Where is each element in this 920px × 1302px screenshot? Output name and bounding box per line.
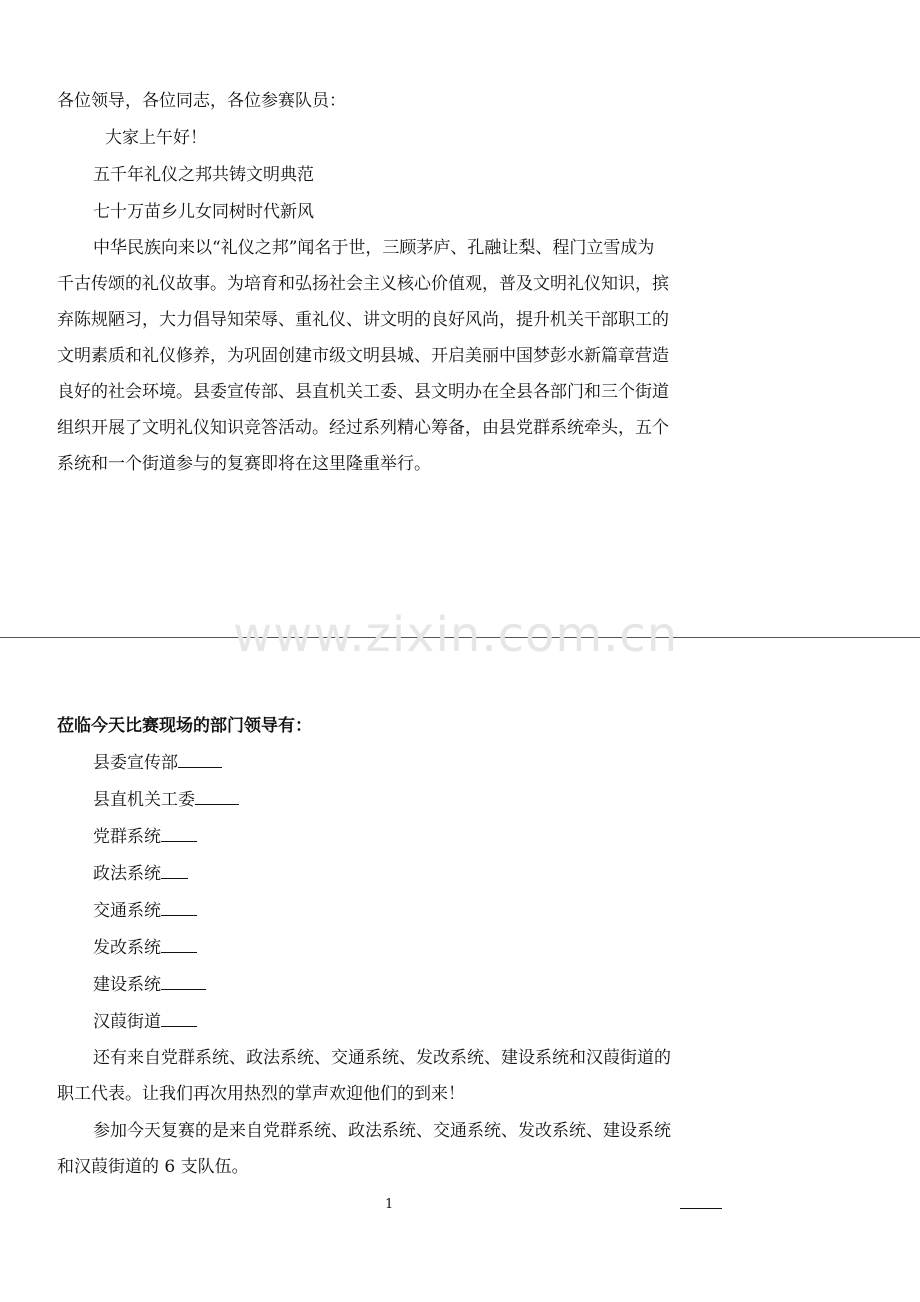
department-item bbox=[93, 974, 206, 996]
watermark: www.zixin.com.cn bbox=[233, 607, 679, 663]
greeting-hello: 大家上午好！ bbox=[105, 128, 207, 148]
teams-line: 参加今天复赛的是来自党群系统、政法系统、交通系统、发改系统、建设系统 bbox=[93, 1121, 671, 1141]
name-blank bbox=[178, 752, 222, 768]
department-name: 县委宣传部 bbox=[93, 753, 178, 773]
intro-line: 系统和一个街道参与的复赛即将在这里隆重举行。 bbox=[57, 454, 431, 474]
department-name: 县直机关工委 bbox=[93, 790, 195, 810]
department-name: 汉葭街道 bbox=[93, 1012, 161, 1032]
teams-line: 和汉葭街道的 6 支队伍。 bbox=[57, 1157, 249, 1177]
intro-line: 良好的社会环境。县委宣传部、县直机关工委、县文明办在全县各部门和三个街道 bbox=[57, 382, 669, 402]
intro-line: 弃陈规陋习，大力倡导知荣辱、重礼仪、讲文明的良好风尚，提升机关干部职工的 bbox=[57, 310, 669, 330]
page-number: 1 bbox=[385, 1197, 394, 1212]
department-item bbox=[93, 789, 239, 811]
name-blank bbox=[161, 900, 197, 916]
slogan-line-2: 七十万苗乡儿女同树时代新风 bbox=[93, 202, 314, 222]
name-blank bbox=[161, 937, 197, 953]
department-item bbox=[93, 863, 188, 885]
greeting: 各位领导，各位同志，各位参赛队员： bbox=[57, 91, 346, 111]
slogan-line-1: 五千年礼仪之邦共铸文明典范 bbox=[93, 165, 314, 185]
representatives-line: 职工代表。让我们再次用热烈的掌声欢迎他们的到来！ bbox=[57, 1084, 465, 1104]
department-item bbox=[93, 900, 197, 922]
department-name: 发改系统 bbox=[93, 938, 161, 958]
department-name: 政法系统 bbox=[93, 864, 161, 884]
intro-line: 组织开展了文明礼仪知识竞答活动。经过系列精心筹备，由县党群系统牵头，五个 bbox=[57, 418, 669, 438]
name-blank bbox=[161, 1011, 197, 1027]
department-name: 建设系统 bbox=[93, 975, 161, 995]
intro-line: 文明素质和礼仪修养，为巩固创建市级文明县城、开启美丽中国梦彭水新篇章营造 bbox=[57, 346, 669, 366]
representatives-line: 还有来自党群系统、政法系统、交通系统、发改系统、建设系统和汉葭街道的 bbox=[93, 1048, 671, 1068]
department-item bbox=[93, 1011, 197, 1033]
department-name: 交通系统 bbox=[93, 901, 161, 921]
intro-line: 中华民族向来以“礼仪之邦”闻名于世，三顾茅庐、孔融让梨、程门立雪成为 bbox=[93, 238, 655, 258]
name-blank bbox=[195, 789, 239, 805]
department-item bbox=[93, 752, 222, 774]
department-item bbox=[93, 937, 197, 959]
name-blank bbox=[161, 974, 206, 990]
department-name: 党群系统 bbox=[93, 827, 161, 847]
leaders-heading: 莅临今天比赛现场的部门领导有： bbox=[57, 716, 312, 736]
name-blank bbox=[161, 826, 197, 842]
name-blank bbox=[161, 863, 188, 879]
footer-dash bbox=[680, 1208, 722, 1209]
intro-line: 千古传颂的礼仪故事。为培育和弘扬社会主义核心价值观，普及文明礼仪知识，摈 bbox=[57, 274, 669, 294]
department-item bbox=[93, 826, 197, 848]
